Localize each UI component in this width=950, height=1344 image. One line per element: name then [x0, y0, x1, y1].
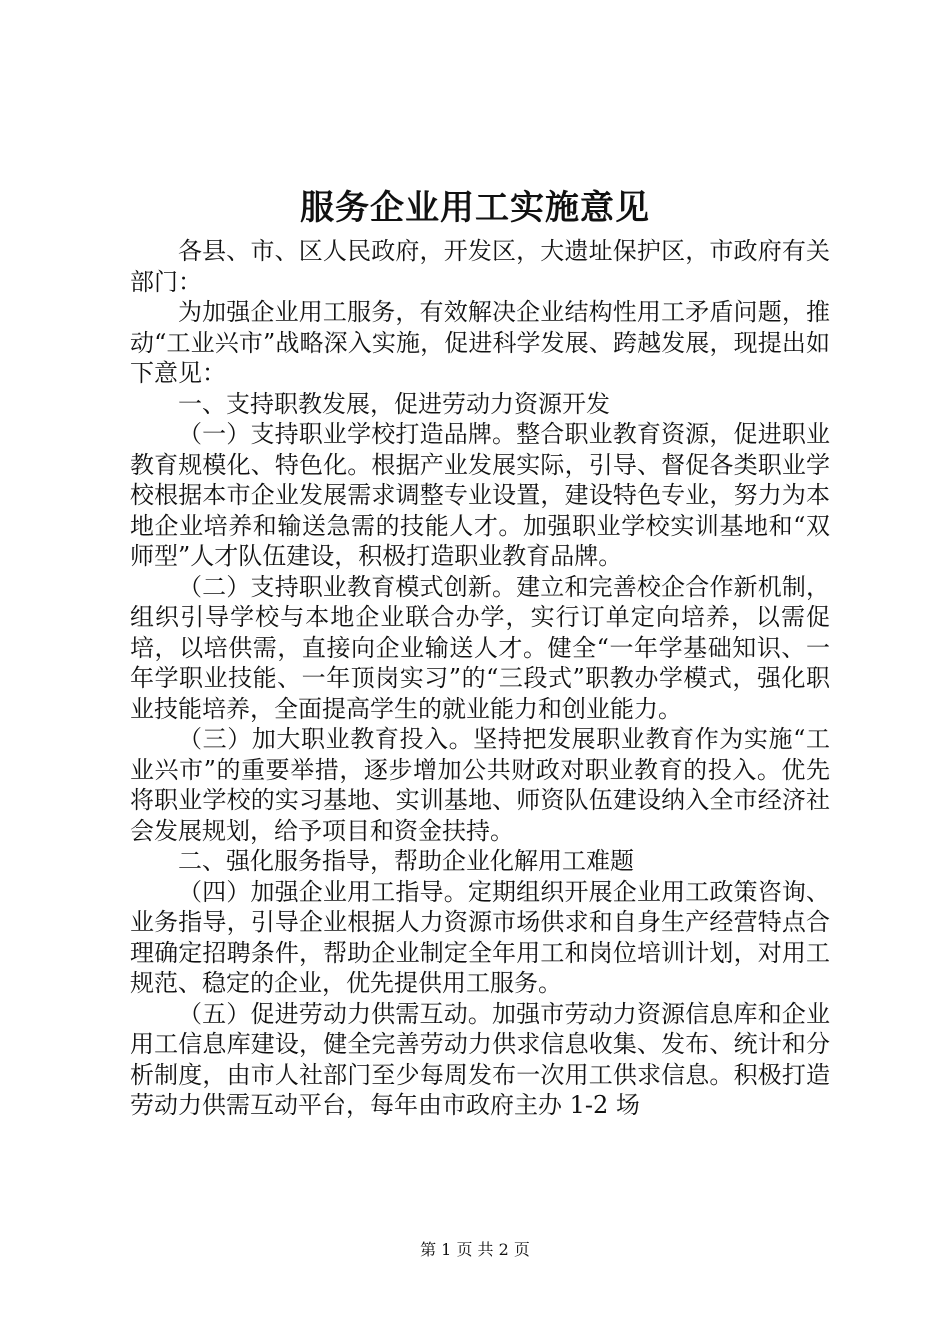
paragraph-intro: 为加强企业用工服务，有效解决企业结构性用工矛盾问题，推动“工业兴市”战略深入实施，促进科学发展、跨越发展，现提出如下意见： [130, 298, 830, 387]
page-number-footer: 第 1 页 共 2 页 [420, 1240, 530, 1259]
paragraph-item-3: （三）加大职业教育投入。坚持把发展职业教育作为实施“工业兴市”的重要举措，逐步增加公共财政对职业教育的投入。优先将职业学校的实习基地、实训基地、师资队伍建设纳入全市经济社会发展规划，给予项目和资金扶持。 [130, 725, 830, 845]
paragraph-item-4: （四）加强企业用工指导。定期组织开展企业用工政策咨询、业务指导，引导企业根据人力资源市场供求和自身生产经营特点合理确定招聘条件，帮助企业制定全年用工和岗位培训计划，对用工规范、稳定的企业，优先提供用工服务。 [130, 877, 830, 997]
paragraph-item-2: （二）支持职业教育模式创新。建立和完善校企合作新机制，组织引导学校与本地企业联合办学，实行订单定向培养，以需促培，以培供需，直接向企业输送人才。健全“一年学基础知识、一年学职业技能、一年顶岗实习”的“三段式”职教办学模式，强化职业技能培养，全面提高学生的就业能力和创业能力。 [130, 572, 830, 723]
paragraph-item-5: （五）促进劳动力供需互动。加强市劳动力资源信息库和企业用工信息库建设，健全完善劳动力供求信息收集、发布、统计和分析制度，由市人社部门至少每周发布一次用工供求信息。积极打造劳动力供需互动平台，每年由市政府主办 1-2 场 [130, 999, 830, 1119]
paragraph-item-1: （一）支持职业学校打造品牌。整合职业教育资源，促进职业教育规模化、特色化。根据产业发展实际，引导、督促各类职业学校根据本市企业发展需求调整专业设置，建设特色专业，努力为本地企业培养和输送急需的技能人才。加强职业学校实训基地和“双师型”人才队伍建设，积极打造职业教育品牌。 [130, 420, 830, 570]
paragraph-addressee: 各县、市、区人民政府，开发区，大遗址保护区，市政府有关部门： [130, 237, 830, 296]
section-heading-1: 一、支持职教发展，促进劳动力资源开发 [178, 389, 610, 418]
section-heading-2: 二、强化服务指导，帮助企业化解用工难题 [178, 847, 634, 875]
document-body [130, 236, 830, 1121]
document-title: 服务企业用工实施意见 [300, 188, 650, 228]
